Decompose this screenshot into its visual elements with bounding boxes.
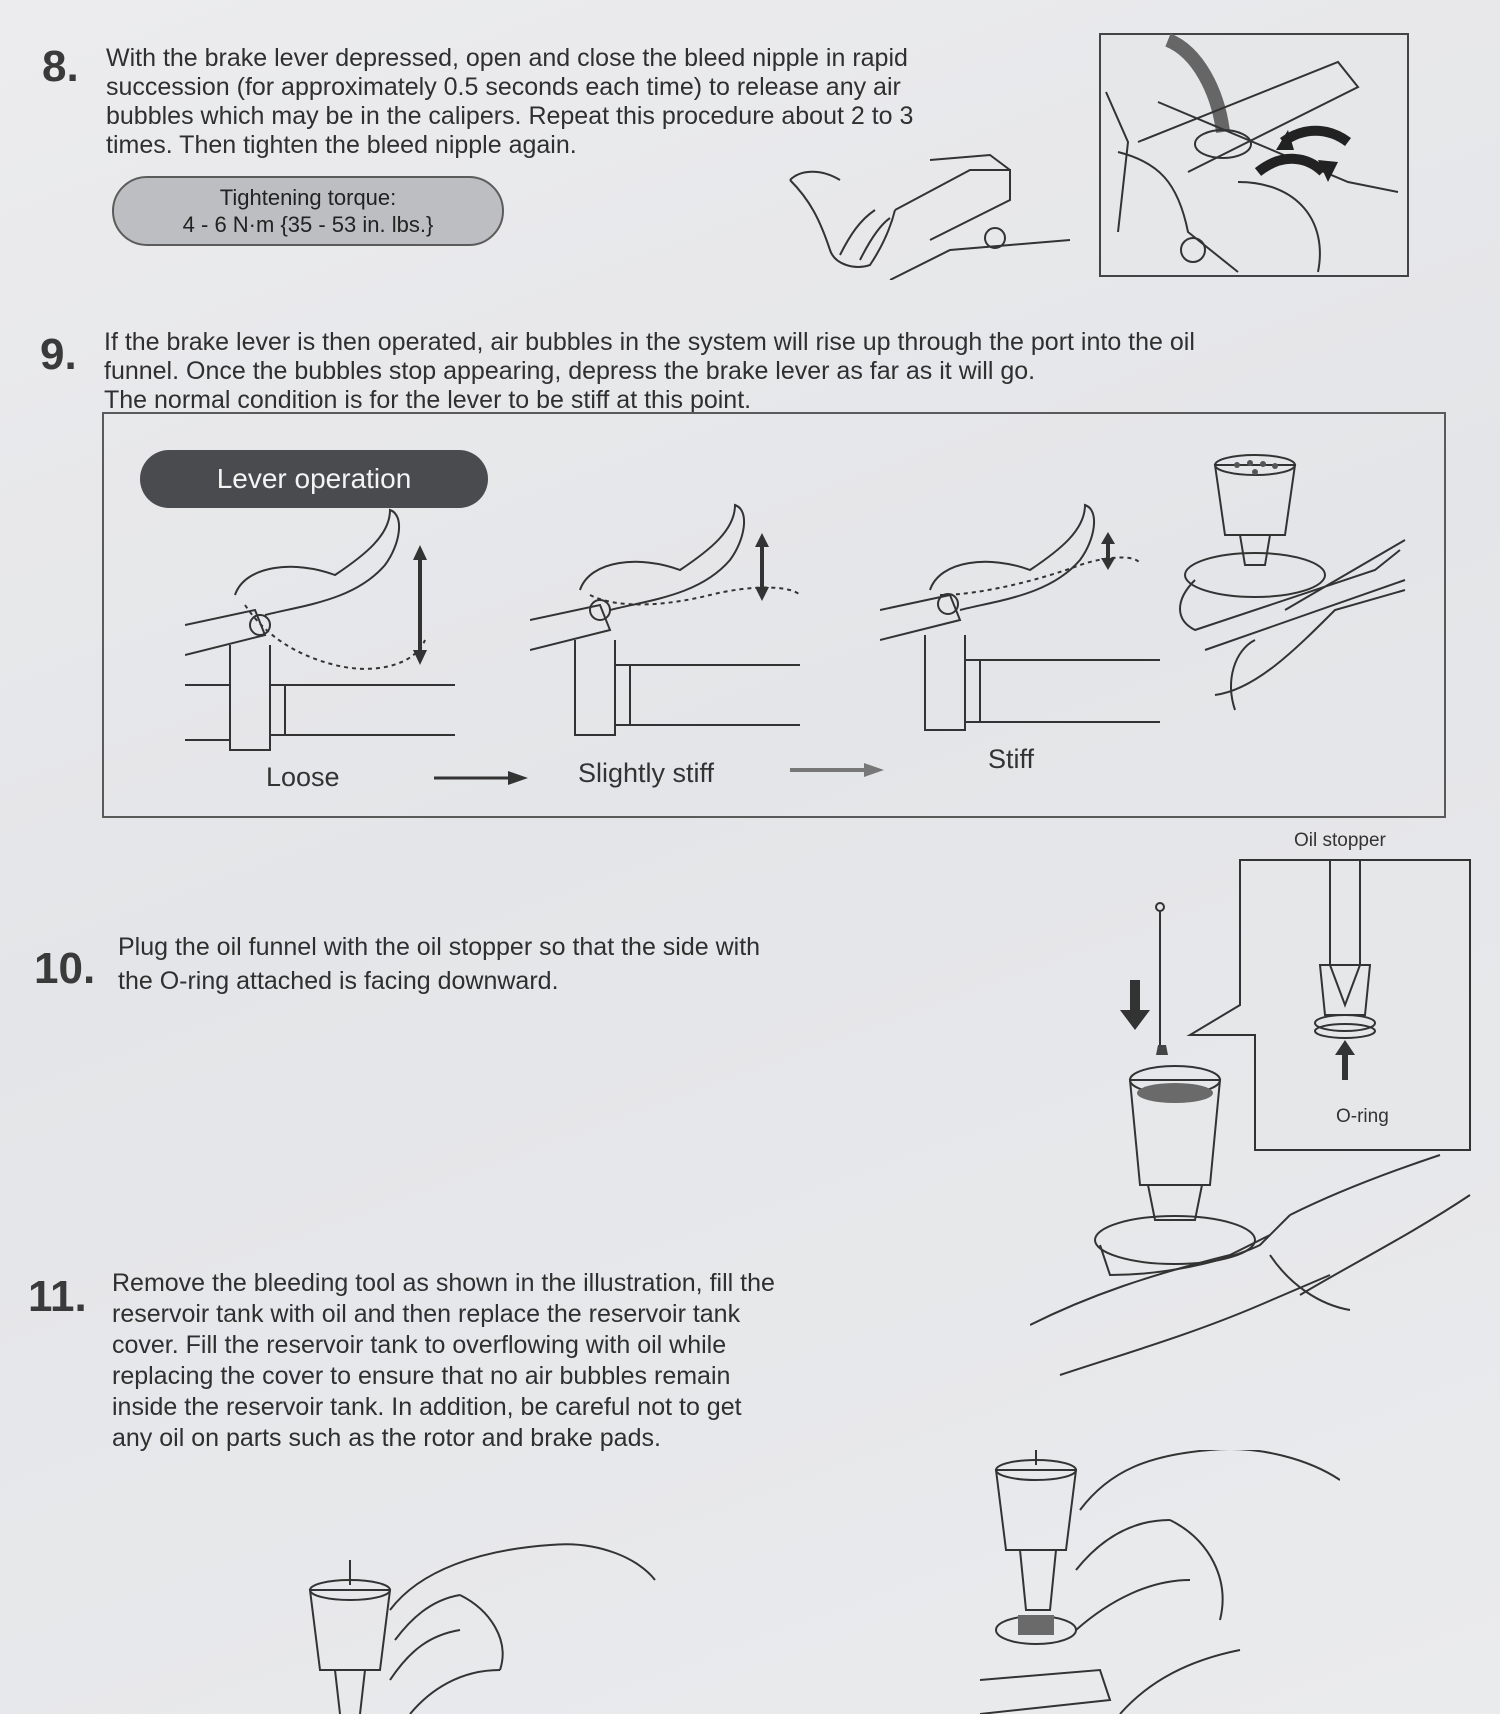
lever-loose-illustration	[185, 505, 475, 760]
funnel-on-lever-illustration	[1175, 450, 1415, 740]
step-11-line: inside the reservoir tank. In addition, be careful not to get	[112, 1393, 742, 1421]
stage-stiff-label: Stiff	[988, 744, 1035, 774]
oil-stopper-label: Oil stopper	[1294, 830, 1386, 851]
step-8-line: With the brake lever depressed, open and close the bleed nipple in rapid	[106, 44, 908, 72]
step-11-line: replacing the cover to ensure that no air bubbles remain	[112, 1362, 731, 1390]
step-11-line: Remove the bleeding tool as shown in the illustration, fill the	[112, 1269, 775, 1297]
torque-title: Tightening torque:	[219, 185, 397, 210]
step-8-number: 8.	[42, 42, 79, 91]
torque-value: 4 - 6 N·m {35 - 53 in. lbs.}	[182, 212, 434, 237]
step-11-line: any oil on parts such as the rotor and brake pads.	[112, 1424, 661, 1452]
step-9-line: funnel. Once the bubbles stop appearing, depress the brake lever as far as it will go.	[104, 357, 1036, 385]
step-9-text	[104, 328, 1195, 415]
lever-stiff-illustration	[880, 500, 1170, 735]
stage-loose-label: Loose	[266, 762, 340, 792]
oil-stopper-illustration	[1030, 855, 1480, 1435]
step-9-line: If the brake lever is then operated, air bubbles in the system will rise up through the port into the oil	[104, 328, 1195, 356]
lever-operation-title: Lever operation	[140, 450, 488, 508]
hand-funnel-removal-illustration	[300, 1540, 660, 1714]
step-11-number: 11.	[28, 1272, 87, 1321]
flow-arrow-icon	[432, 768, 532, 788]
step-11-line: cover. Fill the reservoir tank to overflowing with oil while	[112, 1331, 727, 1359]
step-10-line: Plug the oil funnel with the oil stopper so that the side with	[118, 933, 761, 961]
flow-arrow-icon	[788, 760, 888, 780]
step-9-line: The normal condition is for the lever to be stiff at this point.	[104, 386, 752, 414]
hand-funnel-lever-illustration	[980, 1450, 1340, 1714]
torque-badge	[112, 176, 504, 246]
lever-slightly-stiff-illustration	[530, 500, 820, 740]
step-10-line: the O-ring attached is facing downward.	[118, 967, 559, 995]
step-11-text	[112, 1268, 775, 1454]
step-10-text	[118, 930, 760, 998]
down-arrow-icon	[1120, 980, 1150, 1030]
step-8-line: times. Then tighten the bleed nipple again.	[106, 131, 577, 159]
bleed-nipple-wrench-illustration	[1098, 32, 1410, 278]
step-8-line: bubbles which may be in the calipers. Repeat this procedure about 2 to 3	[106, 102, 914, 130]
step-10-number: 10.	[34, 944, 96, 993]
hand-lever-illustration	[780, 140, 1080, 280]
stage-slightly-stiff-label: Slightly stiff	[578, 758, 715, 788]
step-11-line: reservoir tank with oil and then replace the reservoir tank	[112, 1300, 741, 1328]
o-ring-label: O-ring	[1336, 1106, 1389, 1127]
step-8-line: succession (for approximately 0.5 seconds each time) to release any air	[106, 73, 901, 101]
step-9-number: 9.	[40, 330, 77, 379]
